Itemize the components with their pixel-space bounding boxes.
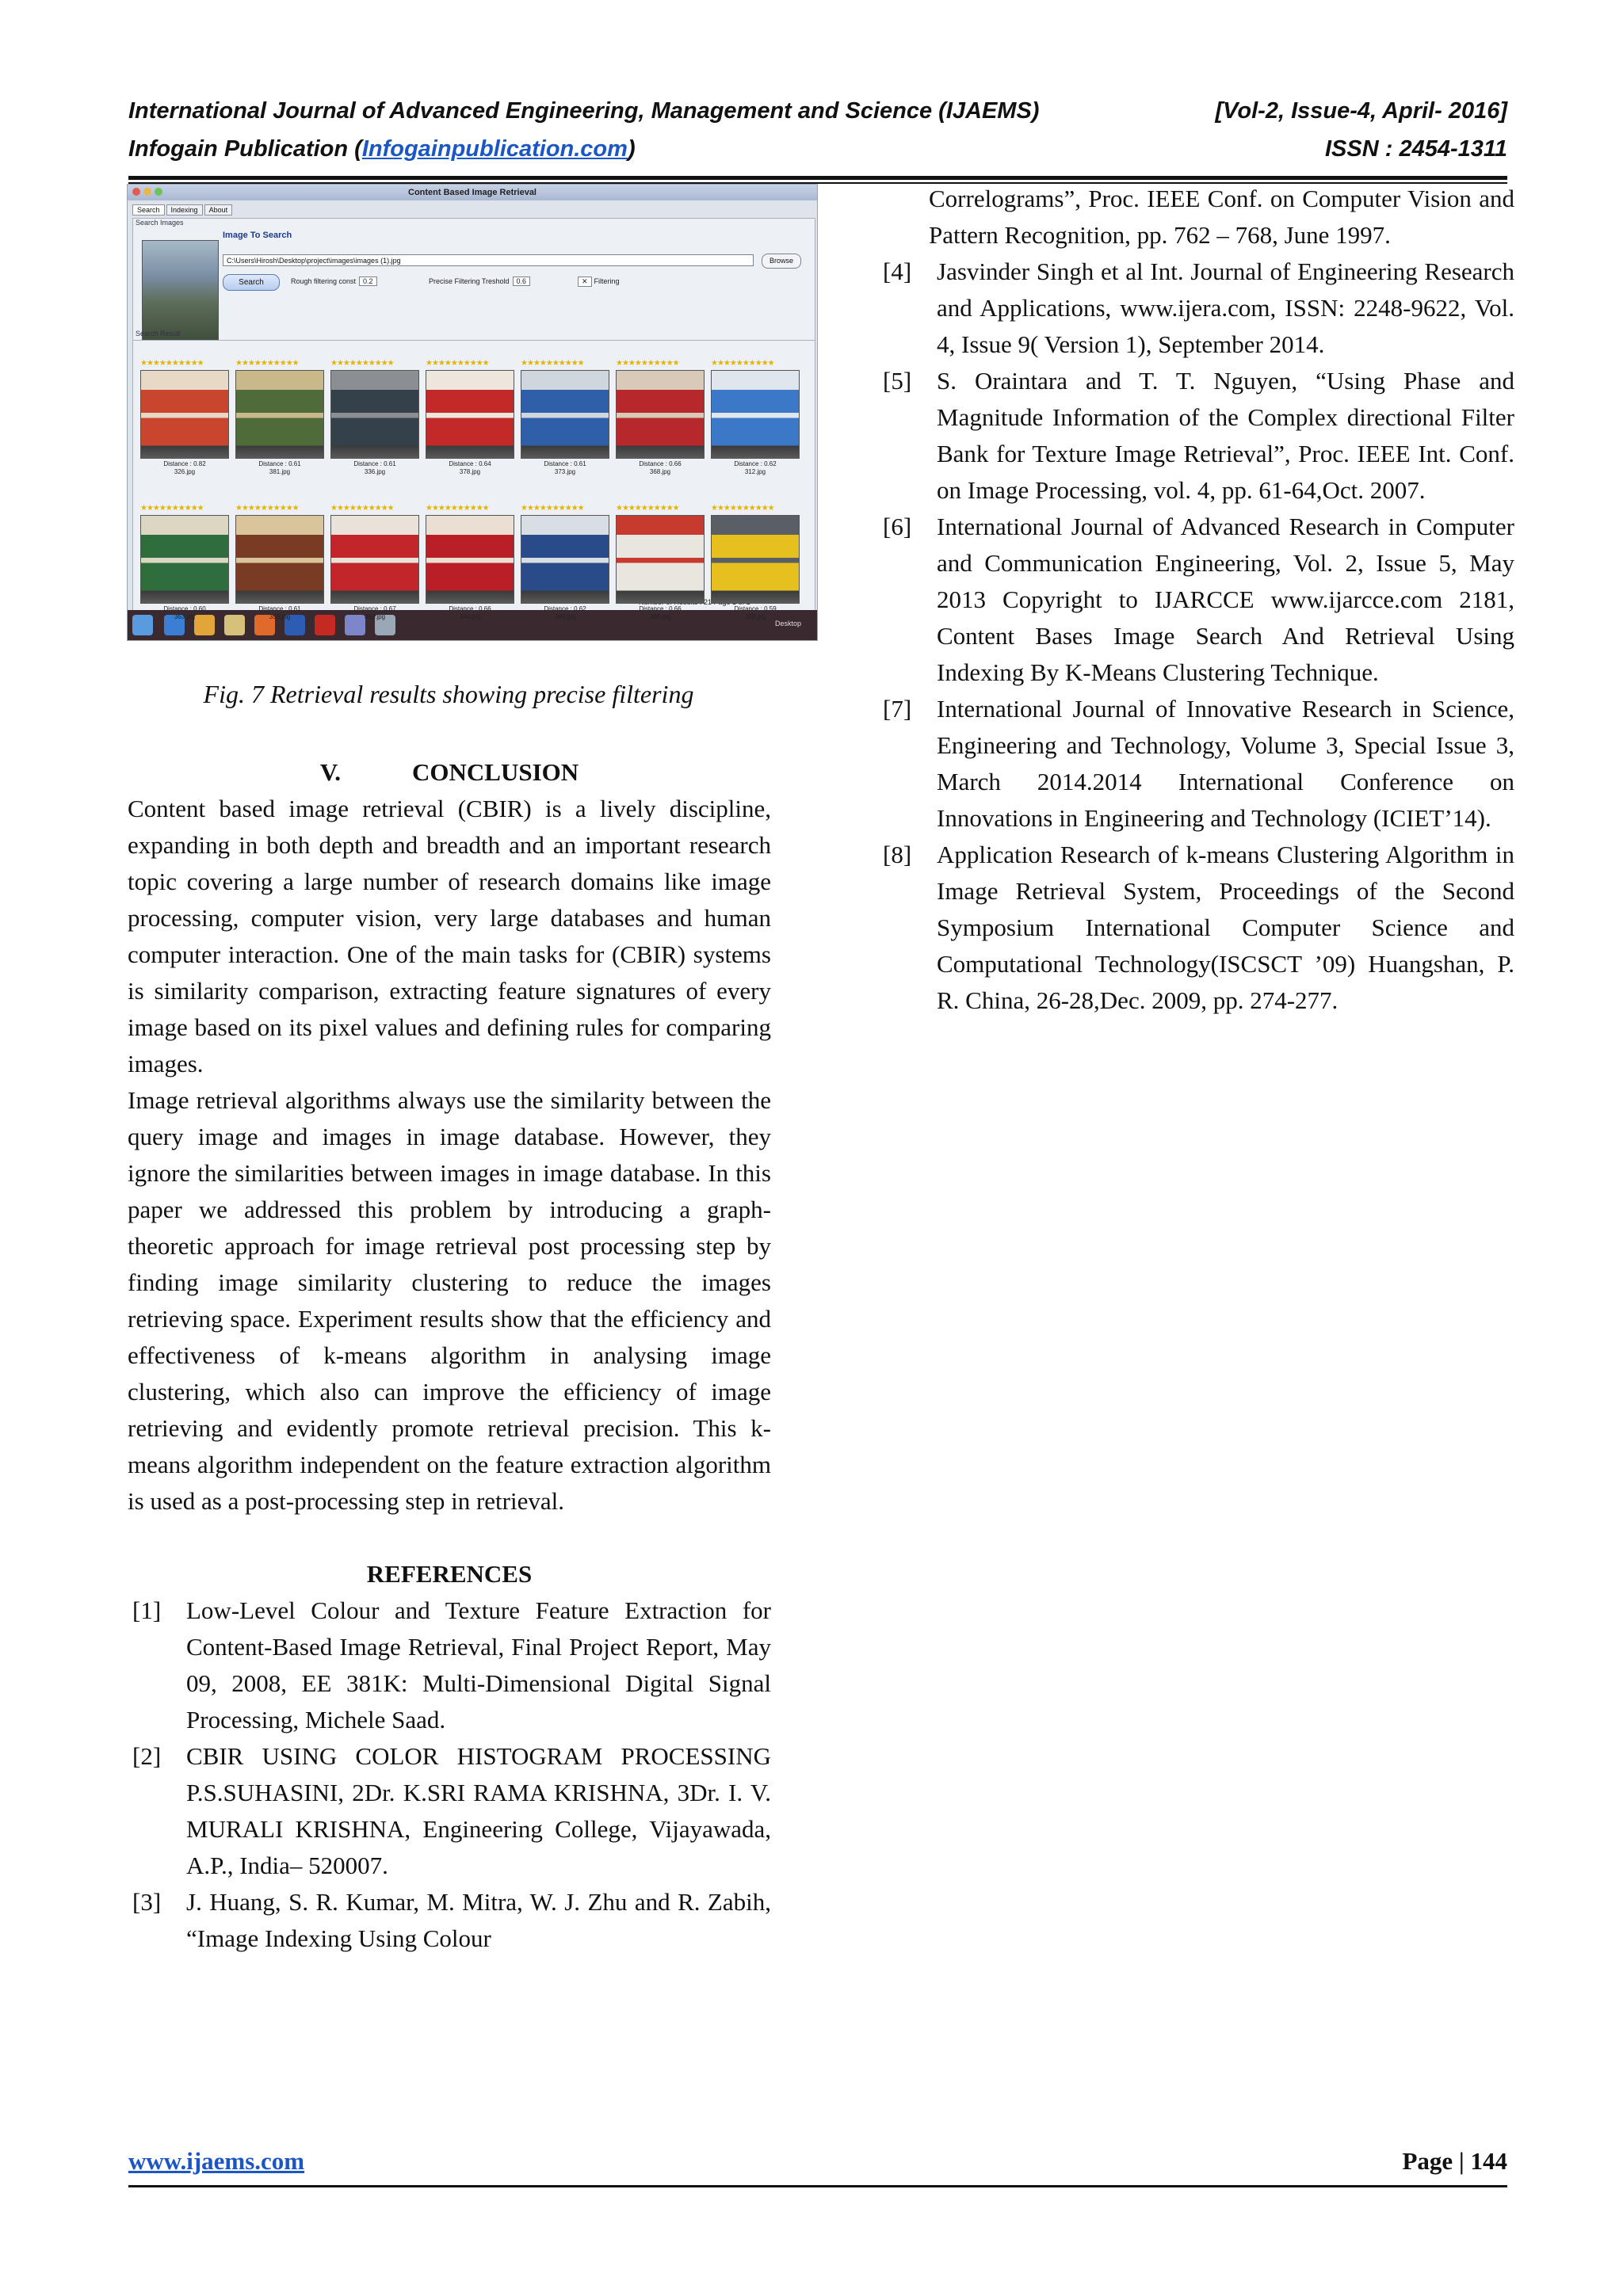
footer-link[interactable]: www.ijaems.com	[128, 2147, 305, 2175]
reference-number: [1]	[132, 1596, 162, 1624]
reference-number: [8]	[883, 841, 912, 868]
close-icon	[132, 188, 140, 196]
browse-button: Browse	[762, 254, 801, 269]
result-distance: Distance : 0.59	[734, 605, 777, 612]
result-file: 384.jpg	[554, 613, 576, 620]
rating-stars: ★★★★★★★★★★	[521, 359, 584, 368]
result-file: 358.jpg	[744, 613, 766, 620]
tab-about: About	[204, 204, 233, 215]
result-distance: Distance : 0.61	[353, 460, 396, 467]
reference-text: CBIR USING COLOR HISTOGRAM PROCESSING P.S.SUHASINI, 2Dr. K.SRI RAMA KRISHNA, 3Dr. I. V. MURALI KRISHNA, Engineering College, Vijayawada, A.P., India– 520007.	[186, 1742, 771, 1879]
rough-label: Rough filtering const	[291, 277, 357, 285]
reference-number: [6]	[883, 513, 912, 540]
rating-stars: ★★★★★★★★★★	[235, 359, 299, 368]
search-images-label: Search Images	[136, 219, 184, 227]
publisher-link[interactable]: Infogainpublication.com	[361, 136, 628, 162]
reference-number: [2]	[132, 1742, 162, 1770]
app-tabs	[132, 202, 234, 215]
reference-text: Jasvinder Singh et al Int. Journal of Engineering Research and Applications, www.ijera.com, ISSN: 2248-9622, Vol. 4, Issue 9( Version 1), September 2014.	[937, 257, 1514, 358]
journal-header	[128, 98, 1507, 124]
result-distance: Distance : 0.62	[734, 460, 777, 467]
result-caption	[521, 605, 609, 621]
result-file: 378.jpg	[459, 468, 481, 475]
result-file: 373.jpg	[554, 468, 576, 475]
rating-stars: ★★★★★★★★★★	[616, 504, 679, 513]
rating-stars: ★★★★★★★★★★	[426, 359, 489, 368]
result-thumbnail	[711, 515, 800, 604]
page-number: Page | 144	[1402, 2147, 1507, 2175]
result-thumbnail	[616, 515, 705, 604]
result-file: 326.jpg	[174, 468, 196, 475]
section-title: CONCLUSION	[412, 758, 579, 786]
result-caption	[616, 605, 705, 621]
image-to-search-label: Image To Search	[223, 231, 292, 240]
rating-stars: ★★★★★★★★★★	[426, 504, 489, 513]
reference-item	[878, 509, 1514, 691]
reference-text: Low-Level Colour and Texture Feature Extraction for Content-Based Image Retrieval, Final Project Report, May 09, 2008, EE 381K: Multi-Dimensional Digital Signal Processing, Michele Saad.	[186, 1596, 771, 1733]
footer-site	[128, 2147, 304, 2176]
result-distance: Distance : 0.62	[544, 605, 586, 612]
result-caption	[235, 460, 324, 476]
rough-value: 0.2	[359, 277, 377, 286]
maximize-icon	[155, 188, 162, 196]
reference-continuation: Correlograms”, Proc. IEEE Conf. on Computer Vision and Pattern Recognition, pp. 762 – 768, June 1997.	[929, 185, 1514, 249]
query-image	[142, 240, 219, 343]
precise-filter-option	[429, 277, 530, 286]
result-caption	[711, 460, 800, 476]
reference-number: [5]	[883, 367, 912, 395]
result-caption	[330, 605, 419, 621]
result-distance: Distance : 0.64	[449, 460, 491, 467]
result-caption	[521, 460, 609, 476]
section-heading	[128, 754, 771, 791]
volume-info: [Vol-2, Issue-4, April- 2016]	[1215, 98, 1507, 124]
result-distance: Distance : 0.66	[639, 605, 682, 612]
rating-stars: ★★★★★★★★★★	[140, 359, 204, 368]
minimize-icon	[143, 188, 151, 196]
reference-item	[128, 1592, 771, 1738]
number-of-results: 21	[704, 598, 712, 606]
result-thumbnail	[235, 515, 324, 604]
rating-stars: ★★★★★★★★★★	[235, 504, 299, 513]
result-thumbnail	[426, 515, 514, 604]
tray-desktop: Desktop	[774, 620, 801, 627]
reference-item	[878, 837, 1514, 1019]
result-distance: Distance : 0.67	[353, 605, 396, 612]
result-thumbnail	[140, 515, 229, 604]
result-distance: Distance : 0.61	[544, 460, 586, 467]
reference-item	[128, 1884, 771, 1957]
result-thumbnail	[330, 370, 419, 459]
tab-search: Search	[132, 204, 165, 215]
journal-title: International Journal of Advanced Engineering, Management and Science (IJAEMS)	[128, 98, 1040, 124]
rating-stars: ★★★★★★★★★★	[330, 504, 394, 513]
result-caption	[140, 605, 229, 621]
result-distance: Distance : 0.60	[163, 605, 206, 612]
result-file: 398.jpg	[649, 613, 671, 620]
publisher-prefix: Infogain Publication (	[128, 136, 362, 162]
result-file: 344.jpg	[459, 613, 481, 620]
precise-value: 0.6	[513, 277, 531, 286]
result-thumbnail	[140, 370, 229, 459]
reference-text: Application Research of k-means Clustering Algorithm in Image Retrieval System, Proceedings of the Second Symposium International Computer Science and Computational Technology(ISCSCT ’09) Huangshan, P. R. China, 26-28,Dec. 2009, pp. 274-277.	[937, 841, 1514, 1014]
result-caption	[426, 460, 514, 476]
result-thumbnail	[521, 370, 609, 459]
reference-item	[878, 691, 1514, 837]
figure-screenshot	[127, 184, 818, 641]
result-caption	[426, 605, 514, 621]
path-field: C:\Users\Hirosh\Desktop\project\images\images (1).jpg	[223, 254, 754, 266]
rough-filter-option	[291, 277, 377, 286]
checkbox-icon: ✕	[578, 277, 592, 287]
reference-item	[878, 254, 1514, 363]
result-caption	[140, 460, 229, 476]
rating-stars: ★★★★★★★★★★	[140, 504, 204, 513]
reference-text: International Journal of Advanced Research in Computer and Communication Engineering, Vol. 2, Issue 5, May 2013 Copyright to IJARCCE www.ijarcce.com 2181, Content Bases Image Search And Retrieval Using Indexing By K-Means Clustering Technique.	[937, 513, 1514, 686]
search-button: Search	[223, 274, 280, 291]
window-title: Content Based Image Retrieval	[408, 188, 537, 197]
result-distance: Distance : 0.66	[449, 605, 491, 612]
conclusion-paragraph-2: Image retrieval algorithms always use the similarity between the query image and images in image database. However, they ignore the similarities between images in image database. In this paper we addressed this problem by introducing a graph-theoretic approach for image retrieval post processing step by finding image similarity clustering to reduce the images retrieving space. Experiment results show that the efficiency and effectiveness of k-means algorithm in analysing image clustering, which also can improve the efficiency of image retrieving and evidently promote retrieval precision. This k-means algorithm independent on the feature extraction algorithm is used as a post-processing step in retrieval.	[128, 1086, 771, 1515]
conclusion-paragraph-1: Content based image retrieval (CBIR) is a lively discipline, expanding in both depth and breadth and an important research topic covering a large number of research domains like image processing, computer vision, very large databases and human computer interaction. One of the main tasks for (CBIR) systems is similarity comparison, extracting feature signatures of every image based on its pixel values and defining rules for comparing images.	[128, 795, 771, 1077]
result-file: 356.jpg	[269, 613, 291, 620]
right-column	[878, 181, 1514, 1019]
filtering-option	[578, 277, 620, 287]
references-heading: REFERENCES	[366, 1560, 533, 1588]
filtering-label: Filtering	[594, 277, 620, 285]
reference-item	[128, 1738, 771, 1884]
reference-text: J. Huang, S. R. Kumar, M. Mitra, W. J. Zhu and R. Zabih, “Image Indexing Using Colour	[186, 1888, 771, 1952]
result-caption	[235, 605, 324, 621]
issn: ISSN : 2454-1311	[1325, 136, 1507, 162]
reference-number: [4]	[883, 257, 912, 285]
result-caption	[616, 460, 705, 476]
result-thumbnail	[330, 515, 419, 604]
reference-text: S. Oraintara and T. T. Nguyen, “Using Phase and Magnitude Information of the Complex directional Filter Bank for Texture Image Retrieval”, Proc. IEEE Int. Conf. on Image Processing, vol. 4, pp. 61-64,Oct. 2007.	[937, 367, 1514, 504]
tab-indexing: Indexing	[166, 204, 203, 215]
left-column	[128, 754, 771, 1957]
publisher-suffix: )	[627, 136, 636, 162]
footer-rule	[128, 2185, 1507, 2187]
result-file: 362.jpg	[364, 613, 386, 620]
reference-number: [7]	[883, 695, 912, 723]
rating-stars: ★★★★★★★★★★	[616, 359, 679, 368]
search-result-label: Search Result	[136, 330, 181, 338]
result-caption	[711, 605, 800, 621]
publisher-header	[128, 136, 1507, 162]
figure-caption: Fig. 7 Retrieval results showing precise filtering	[203, 680, 694, 708]
result-distance: Distance : 0.66	[639, 460, 682, 467]
result-file: 336.jpg	[364, 468, 386, 475]
section-number: V.	[319, 758, 341, 786]
spacer	[128, 1520, 771, 1556]
rating-stars: ★★★★★★★★★★	[711, 504, 774, 513]
result-distance: Distance : 0.82	[163, 460, 206, 467]
result-caption	[330, 460, 419, 476]
result-thumbnail	[711, 370, 800, 459]
rating-stars: ★★★★★★★★★★	[330, 359, 394, 368]
result-distance: Distance : 0.61	[258, 460, 301, 467]
result-file: 368.jpg	[649, 468, 671, 475]
reference-number: [3]	[132, 1888, 162, 1916]
reference-item	[878, 363, 1514, 509]
result-thumbnail	[235, 370, 324, 459]
reference-text: International Journal of Innovative Research in Science, Engineering and Technology, Volume 3, Special Issue 3, March 2014.2014 International Conference on Innovations in Engineering and Technology (ICIET’14).	[937, 695, 1514, 832]
result-thumbnail	[426, 370, 514, 459]
result-thumbnail	[616, 370, 705, 459]
header-rule	[128, 176, 1507, 180]
result-distance: Distance : 0.61	[258, 605, 301, 612]
result-file: 312.jpg	[744, 468, 766, 475]
result-file: 363.jpg	[174, 613, 196, 620]
result-file: 381.jpg	[269, 468, 291, 475]
result-thumbnail	[521, 515, 609, 604]
rating-stars: ★★★★★★★★★★	[521, 504, 584, 513]
rating-stars: ★★★★★★★★★★	[711, 359, 774, 368]
precise-label: Precise Filtering Treshold	[429, 277, 510, 285]
window-titlebar	[128, 185, 817, 200]
